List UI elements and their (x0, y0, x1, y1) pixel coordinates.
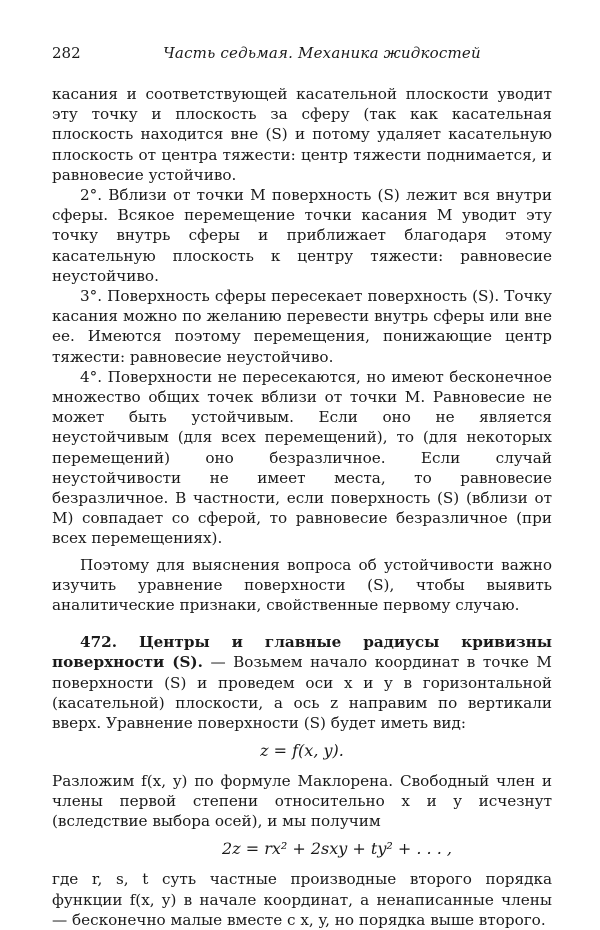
body-text (52, 84, 552, 930)
paragraph-8: где r, s, t суть частные производные второго порядка функции f(x, y) в начале координат, а ненаписанные члены — бесконечно малые вместе с x, y, но порядка выше второго. (52, 870, 552, 929)
page-number: 282 (52, 44, 81, 62)
paragraph-2: 2°. Вблизи от точки M поверхность (S) лежит вся внутри сферы. Всякое перемещение точки касания M уводит эту точку внутрь сферы и приближает благодаря этому касательную плоскость к центру тяжести: равновесие неустойчиво. (52, 186, 552, 285)
formula-expansion: 2z = rx² + 2sxy + ty² + . . . , (222, 839, 452, 859)
section-472 (52, 632, 552, 733)
paragraph-6: — Возьмем начало координат в точке M поверхности (S) и проведем оси x и y в горизонтальной (касательной) плоскости, а ось z направим по вертикали вверх. Уравнение поверхности (S) будет иметь вид: (52, 653, 552, 733)
formula-surface: z = f(x, y). (260, 741, 344, 761)
running-title: Часть седьмая. Механика жидкостей (163, 44, 481, 62)
section-heading: 472. Центры и главные радиусы кривизны поверхности (S). (52, 633, 552, 672)
paragraph-3: 3°. Поверхность сферы пересекает поверхность (S). Точку касания можно по желанию перевести внутрь сферы или вне ее. Имеются поэтому перемещения, понижающие центр тяжести: равновесие неустойчиво. (52, 287, 552, 366)
paragraph-7: Разложим f(x, y) по формуле Маклорена. Свободный член и члены первой степени относительно x и y исчезнут (вследствие выбора осей), и мы получим (52, 771, 552, 830)
paragraph-4: 4°. Поверхности не пересекаются, но имеют бесконечное множество общих точек вблизи от точки M. Равновесие не может быть устойчивым. Если оно не является неустойчивым (для всех перемещений), то (для некоторых перемещений) оно безразличное. Если случай неустойчивости не имеет места, то равновесие безразличное. В частности, если поверхность (S) (вблизи от M) совпадает со сферой, то равновесие безразличное (при всех перемещениях). (52, 367, 552, 548)
paragraph-5: Поэтому для выяснения вопроса об устойчивости важно изучить уравнение поверхности (S), чтобы выявить аналитические признаки, свойственные первому случаю. (52, 555, 552, 615)
paragraph-1: касания и соответствующей касательной плоскости уводит эту точку и плоскость за сферу (так как касательная плоскость находится вне (S) и потому удаляет касательную плоскость от центра тяжести: центр тяжести поднимается, и равновесие устойчиво. (52, 85, 552, 184)
running-head (52, 44, 552, 62)
